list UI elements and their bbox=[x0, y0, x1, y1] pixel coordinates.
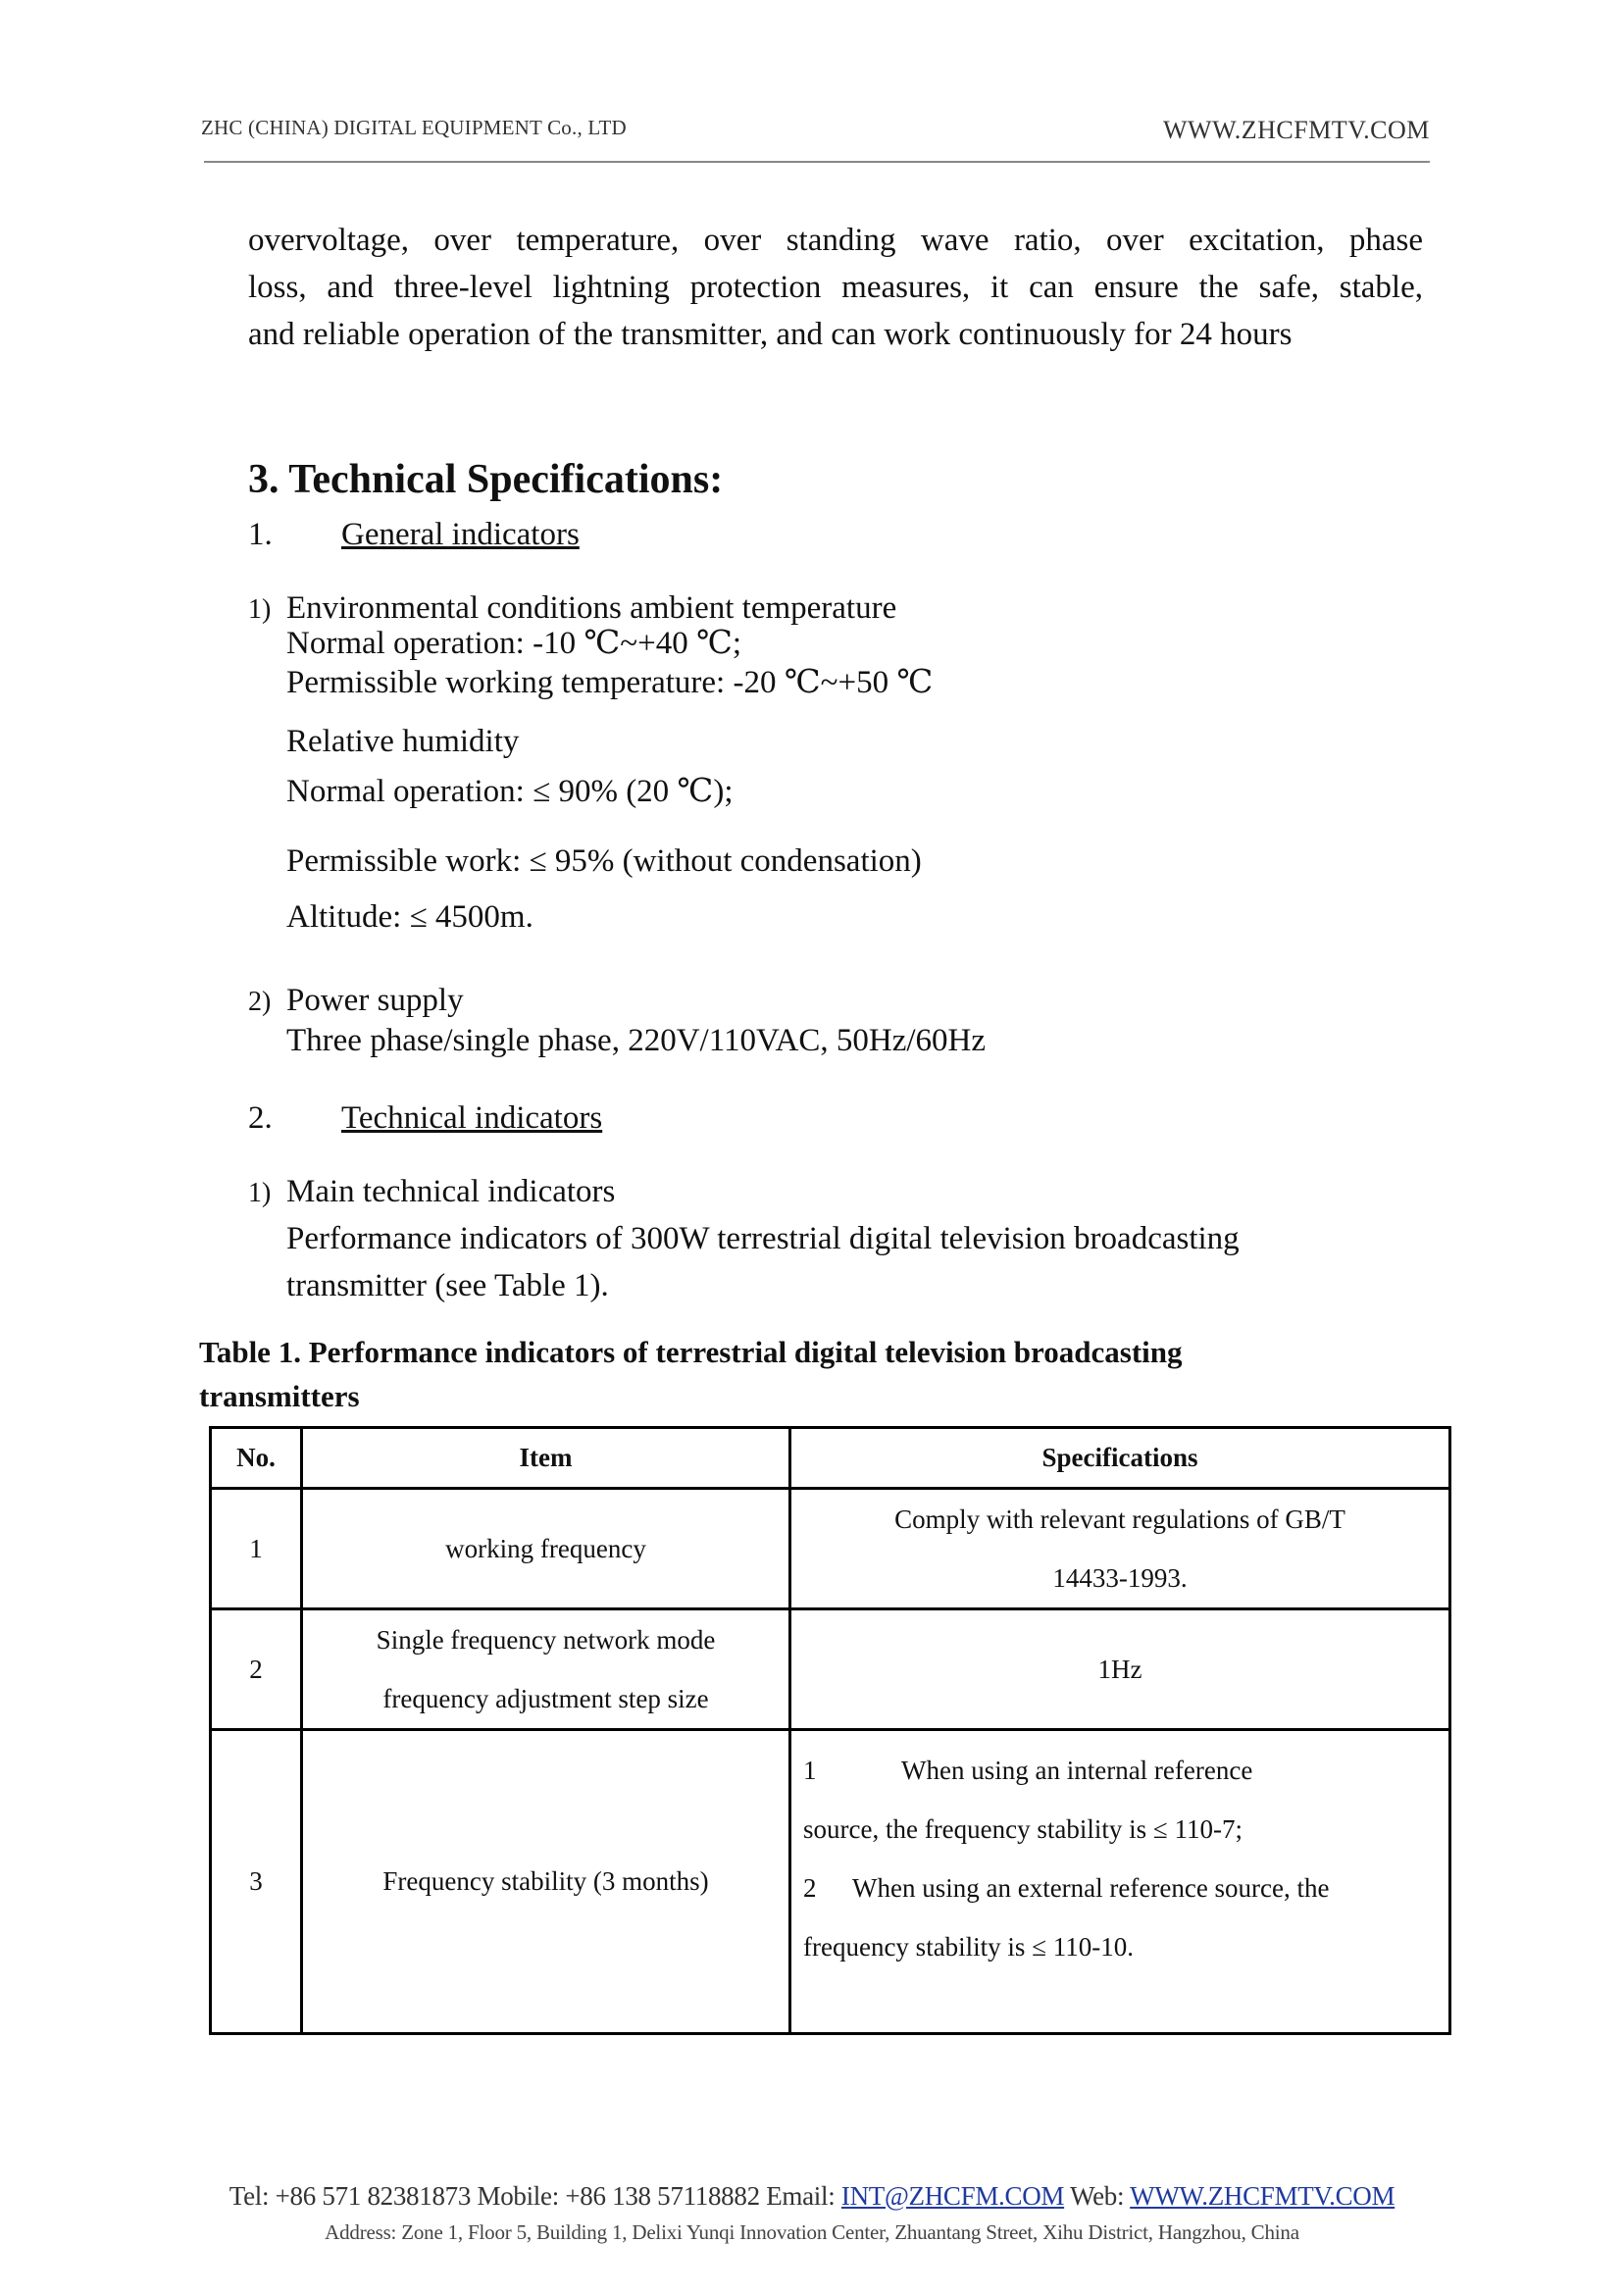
heading-text: General indicators bbox=[341, 517, 580, 552]
table-caption bbox=[199, 1330, 1327, 1418]
technical-indicators-heading bbox=[248, 1100, 602, 1137]
list-marker: 1) bbox=[248, 594, 272, 625]
row-no: 1 bbox=[211, 1489, 302, 1609]
spec-number: 1 bbox=[803, 1756, 817, 1785]
intro-line: overvoltage, over temperature, over standing wave ratio, over excitation, phase bbox=[248, 223, 1423, 258]
heading-text: Technical indicators bbox=[341, 1100, 603, 1136]
general-indicators-heading bbox=[248, 517, 580, 553]
spec-number: 2 bbox=[803, 1873, 817, 1903]
table-row bbox=[211, 1730, 1450, 2034]
caption-line: transmitters bbox=[199, 1379, 360, 1413]
list-marker: 2) bbox=[248, 987, 272, 1017]
heading-number: 2. bbox=[248, 1100, 273, 1136]
header-company: ZHC (CHINA) DIGITAL EQUIPMENT Co., LTD bbox=[201, 116, 627, 139]
humidity-normal: Normal operation: ≤ 90% (20 ℃); bbox=[286, 774, 734, 809]
intro-line: loss, and three-level lightning protection measures, it can ensure the safe, stable, bbox=[248, 270, 1423, 305]
row-no: 2 bbox=[211, 1609, 302, 1730]
row-spec: 1Hz bbox=[790, 1609, 1450, 1730]
main-technical-line1: Performance indicators of 300W terrestrial digital television broadcasting bbox=[286, 1221, 1240, 1256]
spec-line: 14433-1993. bbox=[1052, 1563, 1188, 1593]
intro-paragraph bbox=[248, 217, 1423, 358]
main-technical-title: Main technical indicators bbox=[286, 1174, 616, 1209]
row-spec bbox=[790, 1730, 1450, 2034]
footer-email-link[interactable]: INT@ZHCFM.COM bbox=[840, 2181, 1065, 2211]
altitude: Altitude: ≤ 4500m. bbox=[286, 899, 533, 935]
heading-number: 1. bbox=[248, 517, 273, 552]
power-supply-title: Power supply bbox=[286, 983, 464, 1018]
row-item: Frequency stability (3 months) bbox=[302, 1730, 790, 2034]
humidity-title: Relative humidity bbox=[286, 724, 520, 759]
table-row bbox=[211, 1609, 1450, 1730]
table-header-row bbox=[211, 1428, 1450, 1489]
spec-table bbox=[209, 1426, 1451, 2035]
spec-line: 2 When using an external reference source, the bbox=[803, 1859, 1448, 1917]
footer-web-label: Web: bbox=[1070, 2181, 1125, 2211]
main-technical-line2: transmitter (see Table 1). bbox=[286, 1268, 609, 1303]
power-supply-detail: Three phase/single phase, 220V/110VAC, 50Hz/60Hz bbox=[286, 1023, 987, 1058]
spec-line: Comply with relevant regulations of GB/T bbox=[894, 1504, 1345, 1534]
table-row bbox=[211, 1489, 1450, 1609]
footer-tel: Tel: +86 571 82381873 Mobile: +86 138 57118882 Email: bbox=[228, 2181, 836, 2211]
permissible-temp: Permissible working temperature: -20 ℃~+50 ℃ bbox=[286, 665, 934, 700]
header-no: No. bbox=[211, 1428, 302, 1489]
footer-web-link[interactable]: WWW.ZHCFMTV.COM bbox=[1130, 2181, 1396, 2211]
footer-address: Address: Zone 1, Floor 5, Building 1, Delixi Yunqi Innovation Center, Zhuantang Street, Xihu District, Hangzhou, China bbox=[325, 2220, 1299, 2244]
spec-line: source, the frequency stability is ≤ 110-7; bbox=[803, 1814, 1243, 1844]
env-conditions-title: Environmental conditions ambient temperature bbox=[286, 590, 897, 626]
humidity-permissible: Permissible work: ≤ 95% (without condensation) bbox=[286, 843, 922, 879]
spec-line: 1 When using an internal reference bbox=[803, 1741, 1448, 1800]
row-item: working frequency bbox=[302, 1489, 790, 1609]
caption-line: Table 1. Performance indicators of terrestrial digital television broadcasting bbox=[199, 1335, 1183, 1369]
row-no: 3 bbox=[211, 1730, 302, 2034]
header-divider bbox=[204, 161, 1430, 163]
normal-operation-temp: Normal operation: -10 ℃~+40 ℃; bbox=[286, 626, 742, 661]
item-line: Single frequency network mode bbox=[376, 1625, 716, 1655]
footer-contact bbox=[0, 2181, 1624, 2212]
row-spec bbox=[790, 1489, 1450, 1609]
header-item: Item bbox=[302, 1428, 790, 1489]
section-title: 3. Technical Specifications: bbox=[248, 457, 724, 502]
header-spec: Specifications bbox=[790, 1428, 1450, 1489]
item-line: frequency adjustment step size bbox=[382, 1684, 709, 1713]
row-item bbox=[302, 1609, 790, 1730]
intro-line: and reliable operation of the transmitter, and can work continuously for 24 hours bbox=[248, 317, 1293, 352]
list-marker: 1) bbox=[248, 1178, 272, 1208]
header-website: WWW.ZHCFMTV.COM bbox=[1163, 116, 1430, 144]
spec-line: frequency stability is ≤ 110-10. bbox=[803, 1932, 1134, 1962]
